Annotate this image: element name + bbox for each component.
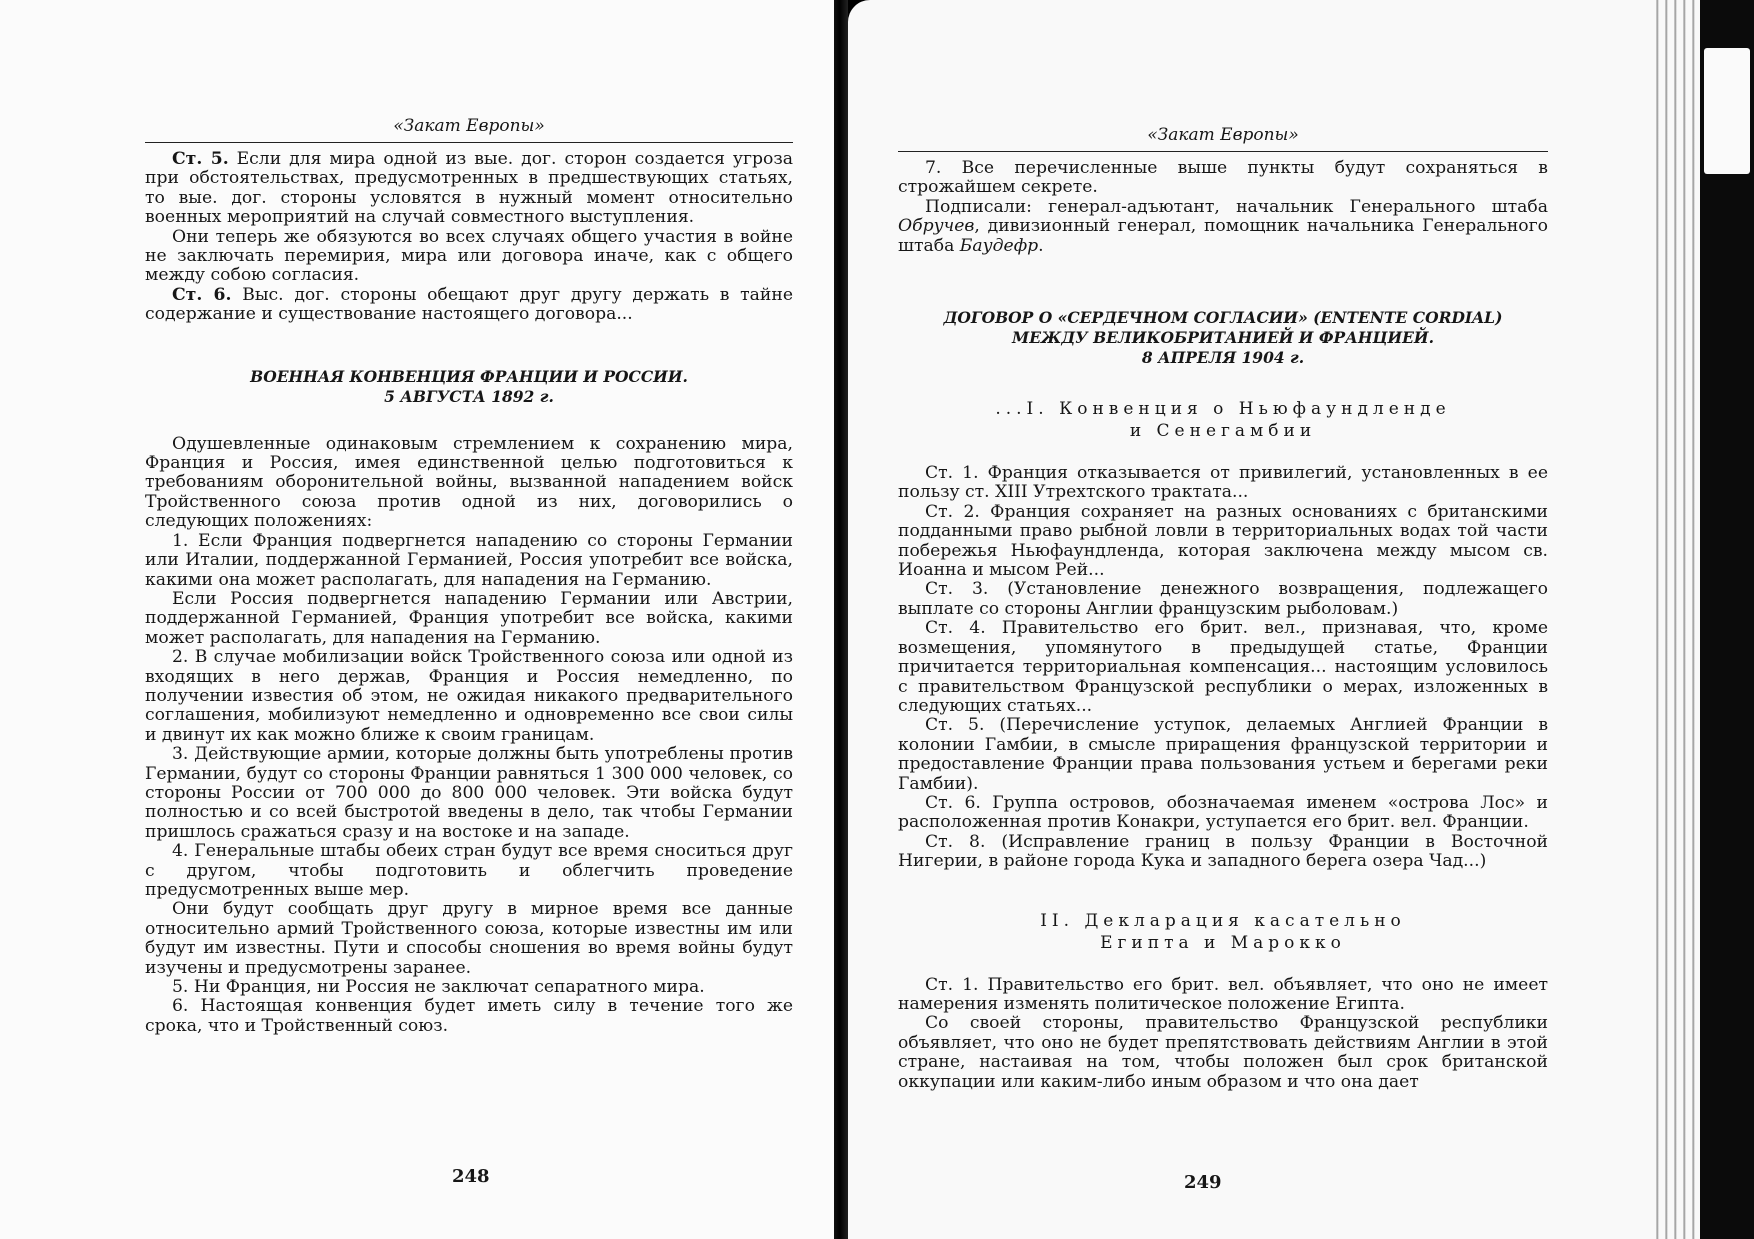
left-page-body: [145, 116, 793, 1036]
entente-article: Ст. 8. (Исправление границ в пользу Франции в Восточной Нигерии, в районе города Кука и западного берега озера Чад...): [898, 831, 1548, 872]
subsection-heading-newfoundland: ...I. Конвенция о Ньюфаундленде и Сенегамбии: [995, 399, 1451, 442]
signatory-name: Обручев: [898, 216, 975, 237]
entente-article: Ст. 2. Франция сохраняет на разных основаниях с британскими подданными право рыбной ловли в территориальных водах той части побережья Ньюфаундленда, которая заключена между мысом св. Иоанна и мысом Рей...: [898, 501, 1548, 581]
left-page: [0, 0, 834, 1239]
right-page-body: [898, 125, 1548, 1092]
entente-article: Ст. 5. (Перечисление уступок, делаемых Англией Франции в колонии Гамбии, в смысле приращения французской территории и предоставление Франции права пользования устьем и берегами реки Гамбии).: [898, 715, 1548, 794]
convention-paragraph: 6. Настоящая конвенция будет иметь силу в течение того же срока, что и Тройственный союз.: [145, 996, 793, 1036]
convention-paragraph: 1. Если Франция подвергнется нападению со стороны Германии или Италии, поддержанной Германией, Россия употребит все войска, какими она может располагать, для нападения на Германию.: [145, 530, 793, 590]
section-heading-entente: ДОГОВОР О «СЕРДЕЧНОМ СОГЛАСИИ» (ENTENTE CORDIAL) МЕЖДУ ВЕЛИКОБРИТАНИЕЙ И ФРАНЦИЕЙ. 8 АПРЕЛЯ 1904 г.: [943, 308, 1503, 368]
article-label: Ст. 5.: [172, 149, 229, 169]
convention-paragraph: Если Россия подвергнется нападению Германии или Австрии, поддержанной Германией, Франция употребит все войска, какими может располагать, для нападения на Германию.: [145, 588, 793, 648]
right-running-head: «Закат Европы»: [898, 125, 1548, 152]
entente-article: Ст. 3. (Установление денежного возвращения, подлежащего выплате со стороны Англии французским рыболовам.): [898, 579, 1548, 619]
convention-paragraph: Они будут сообщать друг другу в мирное время все данные относительно армий Тройственного союза, которые известны им или будут им известны. Пути и способы сношения во время войны будут изучены и предусмотрены заранее.: [145, 899, 793, 978]
book-gutter: [834, 0, 848, 1239]
convention-paragraph: 5. Ни Франция, ни Россия не заключат сепаратного мира.: [172, 977, 705, 998]
scanner-tab: [1704, 48, 1750, 174]
article-label: Ст. 6.: [172, 284, 232, 305]
declaration-article: Со своей стороны, правительство Французской республики объявляет, что оно не будет препятствовать действиям Англии в этой стране, настаивая на том, чтобы положен был срок британской оккупации или каким-либо иным образом и что она дает: [898, 1013, 1548, 1092]
entente-article: Ст. 1. Франция отказывается от привилегий, установленных в ее пользу ст. XIII Утрехтского трактата...: [898, 463, 1548, 503]
convention-paragraph: 4. Генеральные штабы обеих стран будут все время сноситься друг с другом, чтобы подготовить и облегчить проведение предусмотренных выше мер.: [145, 841, 793, 900]
left-article-6: Ст. 6. Выс. дог. стороны обещают друг другу держать в тайне содержание и существование настоящего договора...: [145, 284, 793, 325]
left-article-5-cont: Они теперь же обязуются во всех случаях общего участия в войне не заключать перемирия, мира или договора иначе, как с общего между собою согласия.: [145, 226, 793, 286]
signatories: Подписали: генерал-адъютант, начальник Генерального штаба Обручев, дивизионный генерал, помощник начальника Генерального штаба Баудефр.: [898, 196, 1548, 256]
declaration-article: Ст. 1. Правительство его брит. вел. объявляет, что оно не имеет намерения изменять политическое положение Египта.: [898, 974, 1548, 1014]
left-article-5: Ст. 5. Если для мира одной из вые. дог. сторон создается угроза при обстоятельствах, предусмотренных в предшествующих статьях, то вые. дог. стороны условятся в нужный момент относительно военных мероприятий на случай совместного выступления.: [145, 149, 793, 228]
convention-paragraph: Одушевленные одинаковым стремлением к сохранению мира, Франция и Россия, имея единственной целью подготовиться к требованиям оборонительной войны, вызванной нападением войск Тройственного союза против одной из них, договорились о следующих положениях:: [145, 433, 793, 532]
entente-article: Ст. 4. Правительство его брит. вел., признавая, что, кроме возмещения, упомянутого в предыдущей статье, Франции причитается территориальная компенсация... настоящим условилось с правительством Французской республики о мерах, изложенных в следующих статьях...: [898, 618, 1548, 716]
convention-paragraph: 3. Действующие армии, которые должны быть употреблены против Германии, будут со стороны Франции равняться 1 300 000 человек, со стороны России от 700 000 до 800 000 человек. Эти войска будут полностью и со всей быстротой введены в дело, так чтобы Германии пришлось сражаться сразу и на востоке и на западе.: [145, 744, 793, 842]
page-number-left: 248: [452, 1166, 490, 1187]
page-number-right: 249: [1184, 1172, 1222, 1193]
convention-paragraph: 2. В случае мобилизации войск Тройственного союза или одной из входящих в него держав, Франция и Россия немедленно, по получении известия об этом, не ожидая никакого предварительного соглашения, мобилизуют немедленно и одновременно все свои силы и двинут их как можно ближе к своим границам.: [145, 647, 793, 745]
entente-article: Ст. 6. Группа островов, обозначаемая именем «острова Лос» и расположенная против Конакри, уступается его брит. вел. Франции.: [898, 792, 1548, 833]
subsection-heading-egypt-morocco: II. Декларация касательно Египта и Марокко: [1040, 910, 1406, 953]
signatory-name: Баудефр: [959, 235, 1039, 256]
left-running-head: «Закат Европы»: [145, 116, 793, 143]
section-heading-military-convention: ВОЕННАЯ КОНВЕНЦИЯ ФРАНЦИИ И РОССИИ. 5 АВГУСТА 1892 г.: [250, 366, 688, 406]
right-item-7: 7. Все перечисленные выше пункты будут сохраняться в строжайшем секрете.: [898, 158, 1548, 198]
scanner-edge: [1700, 0, 1754, 1239]
